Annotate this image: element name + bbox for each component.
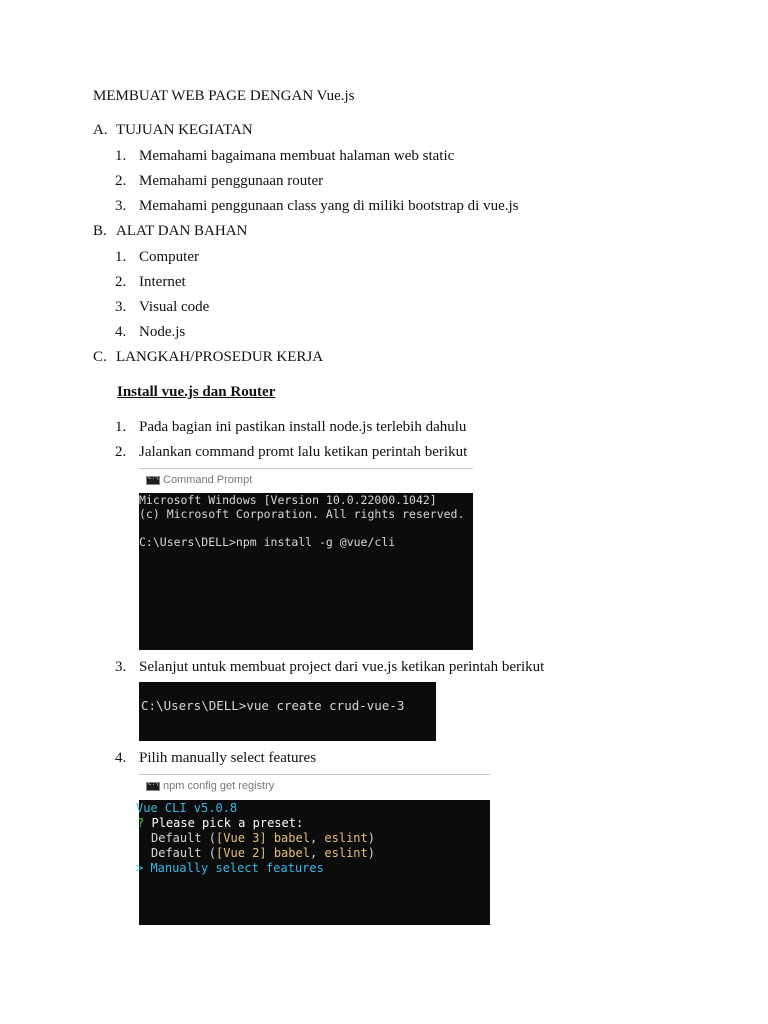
item-text: Selanjut untuk membuat project dari vue.js ketikan perintah berikut — [139, 659, 545, 675]
option-lint: eslint — [324, 831, 368, 845]
item-number: 2. — [115, 173, 127, 189]
window-title: Command Prompt — [163, 474, 253, 486]
list-item — [115, 148, 454, 165]
section-letter: A. — [93, 122, 108, 138]
window-titlebar — [139, 468, 473, 492]
option-sep: , — [309, 831, 325, 845]
item-text: Pada bagian ini pastikan install node.js terlebih dahulu — [139, 419, 467, 435]
list-item — [115, 324, 185, 341]
terminal-icon — [146, 782, 160, 791]
list-item — [115, 274, 186, 291]
item-number: 1. — [115, 249, 127, 265]
terminal-line: C:\Users\DELL>vue create crud-vue-3 — [141, 698, 405, 713]
step-item — [115, 444, 467, 461]
step-item — [115, 750, 316, 767]
list-item — [115, 173, 323, 190]
window-titlebar — [139, 774, 490, 798]
section-b-heading — [93, 223, 247, 240]
item-number: 3. — [115, 659, 127, 675]
terminal-output — [136, 800, 490, 925]
subsection-heading: Install vue.js dan Router — [117, 384, 276, 400]
vue-cli-preset-screenshot — [136, 774, 490, 925]
option-label: Default ( — [151, 846, 217, 860]
section-letter: B. — [93, 223, 107, 239]
item-text: Internet — [139, 274, 186, 290]
terminal-icon — [146, 476, 160, 485]
item-text: Pilih manually select features — [139, 750, 317, 766]
prompt-text: Please pick a preset: — [151, 816, 304, 830]
option-lint: eslint — [324, 846, 368, 860]
terminal-line: Microsoft Windows [Version 10.0.22000.1042] — [139, 493, 437, 507]
option-preset: [Vue 3] babel — [216, 831, 310, 845]
document-title: MEMBUAT WEB PAGE DENGAN Vue.js — [93, 88, 355, 104]
section-title: LANGKAH/PROSEDUR KERJA — [116, 349, 324, 365]
option-preset: [Vue 2] babel — [216, 846, 310, 860]
preset-option-vue3 — [151, 831, 375, 845]
preset-prompt-line — [137, 816, 303, 830]
item-number: 2. — [115, 274, 127, 290]
preset-option-manual: > Manually select features — [136, 861, 324, 875]
item-number: 4. — [115, 750, 127, 766]
section-a-heading — [93, 122, 253, 139]
terminal-line: (c) Microsoft Corporation. All rights reserved. — [139, 507, 465, 521]
section-title: TUJUAN KEGIATAN — [116, 122, 253, 138]
option-sep: , — [309, 846, 325, 860]
option-close: ) — [367, 846, 375, 860]
window-title: npm config get registry — [163, 780, 275, 792]
item-number: 1. — [115, 148, 127, 164]
prompt-mark: ? — [137, 816, 145, 830]
item-text: Memahami bagaimana membuat halaman web static — [139, 148, 455, 164]
vue-create-screenshot — [139, 682, 436, 741]
section-letter: C. — [93, 349, 107, 365]
terminal-line: C:\Users\DELL>npm install -g @vue/cli — [139, 535, 396, 549]
list-item — [115, 198, 519, 215]
preset-option-vue2 — [151, 846, 375, 860]
item-number: 4. — [115, 324, 127, 340]
section-c-heading — [93, 349, 323, 366]
item-number: 3. — [115, 299, 127, 315]
item-text: Memahami penggunaan class yang di miliki bootstrap di vue.js — [139, 198, 519, 214]
option-label: Default ( — [151, 831, 217, 845]
item-number: 2. — [115, 444, 127, 460]
item-number: 3. — [115, 198, 127, 214]
cli-version-line: Vue CLI v5.0.8 — [136, 801, 238, 815]
option-close: ) — [367, 831, 375, 845]
terminal-output — [139, 493, 473, 650]
item-text: Visual code — [139, 299, 210, 315]
item-text: Computer — [139, 249, 199, 265]
item-number: 1. — [115, 419, 127, 435]
step-item — [115, 659, 544, 676]
item-text: Jalankan command promt lalu ketikan perintah berikut — [139, 444, 468, 460]
item-text: Node.js — [139, 324, 186, 340]
command-prompt-screenshot — [139, 468, 473, 650]
section-title: ALAT DAN BAHAN — [116, 223, 248, 239]
terminal-output — [139, 682, 436, 741]
list-item — [115, 249, 199, 266]
item-text: Memahami penggunaan router — [139, 173, 324, 189]
list-item — [115, 299, 209, 316]
step-item — [115, 419, 466, 436]
